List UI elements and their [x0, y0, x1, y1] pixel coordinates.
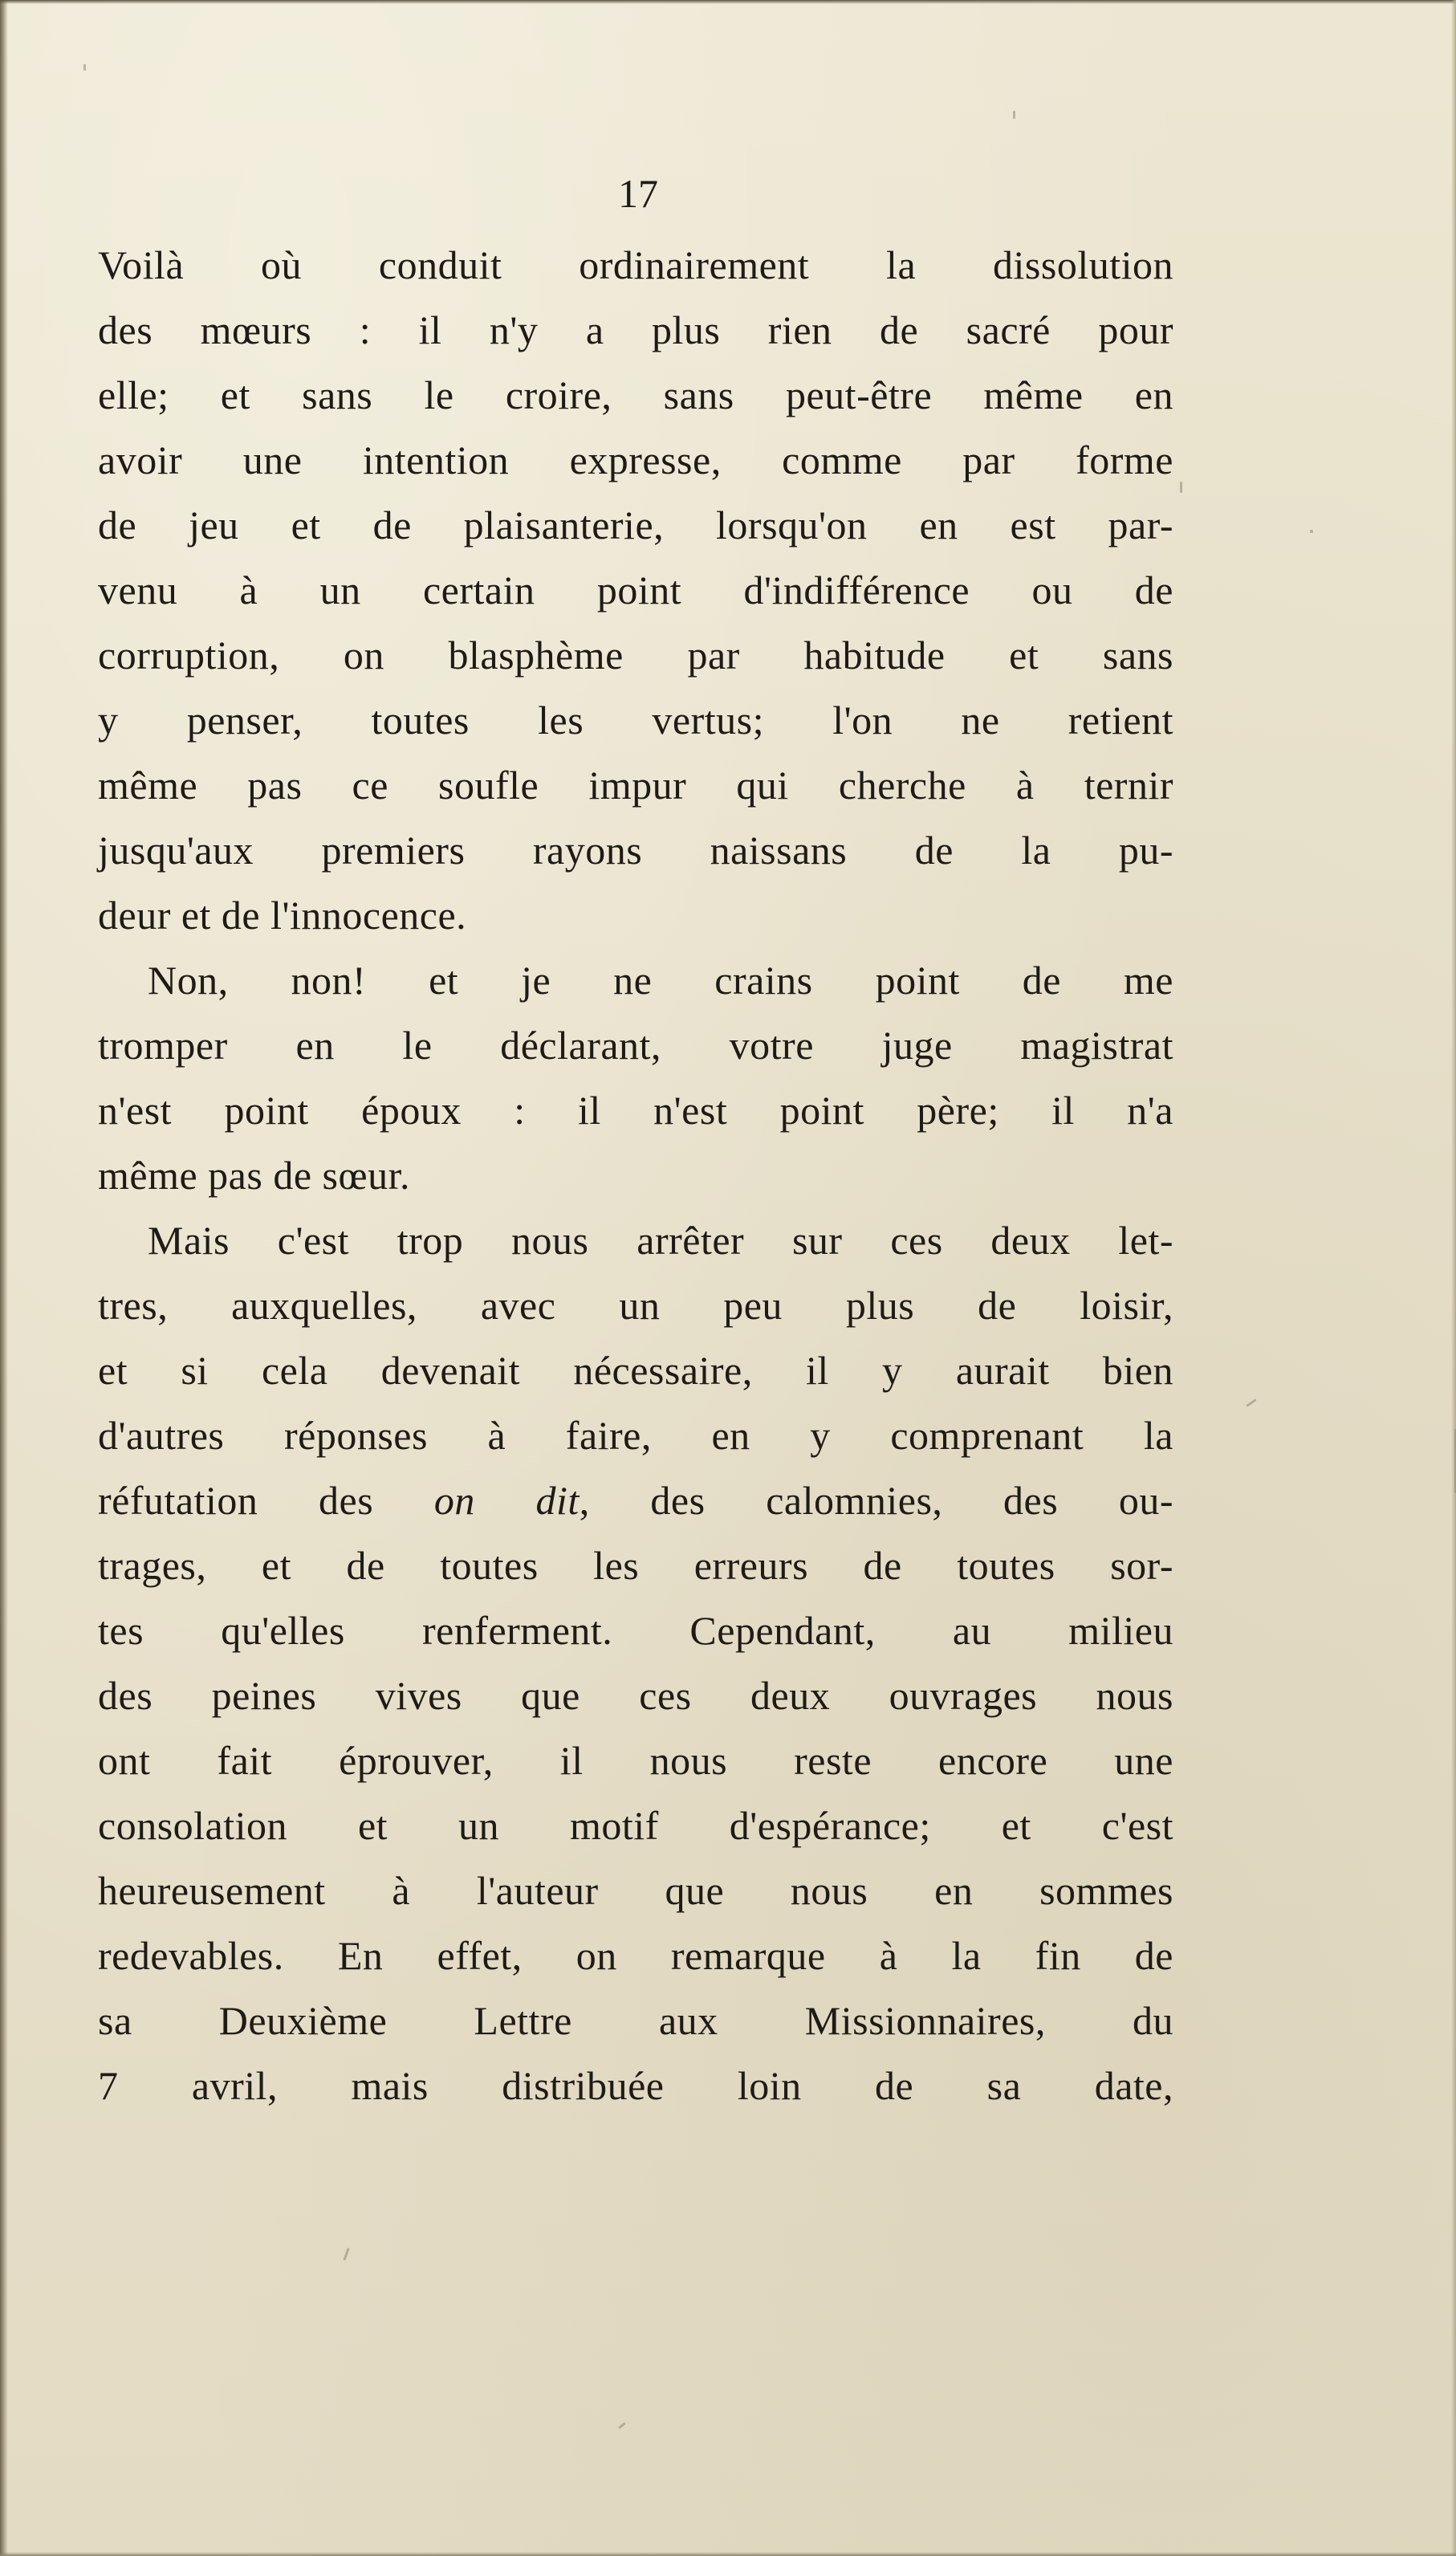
paper-speck	[1246, 1398, 1256, 1406]
text-line: n'est point époux : il n'est point père; il n'a	[98, 1088, 1173, 1133]
paragraph-first-line: Non, non! et je ne crains point de me	[148, 958, 1173, 1003]
text-line: jusqu'aux premiers rayons naissans de la pu-	[98, 828, 1173, 873]
paper-speck	[1013, 111, 1015, 119]
text-line: consolation et un motif d'espérance; et c'est	[98, 1803, 1173, 1848]
italic-phrase: on dit	[433, 1478, 580, 1523]
page-left-edge	[0, 0, 8, 2556]
text-line: même pas de sœur.	[98, 1153, 410, 1198]
text-line	[98, 1468, 1173, 1533]
text-line: elle; et sans le croire, sans peut-être même en	[98, 372, 1173, 417]
text-line: des peines vives que ces deux ouvrages nous	[98, 1673, 1173, 1718]
text-line: même pas ce soufle impur qui cherche à ternir	[98, 763, 1173, 808]
text-line: sa Deuxième Lettre aux Missionnaires, du	[98, 1998, 1173, 2043]
text-line: y penser, toutes les vertus; l'on ne retient	[98, 698, 1173, 743]
text-line: heureusement à l'auteur que nous en sommes	[98, 1868, 1173, 1913]
text-line: redevables. En effet, on remarque à la fin de	[98, 1933, 1173, 1978]
text-line: avoir une intention expresse, comme par forme	[98, 438, 1173, 482]
page-top-edge	[0, 0, 1456, 4]
text-line: tres, auxquelles, avec un peu plus de loisir,	[98, 1283, 1173, 1328]
body-text	[98, 233, 1173, 2118]
paper-speck	[1310, 530, 1313, 533]
paper-speck	[83, 64, 86, 71]
paper-speck	[1180, 482, 1182, 493]
text-line: tes qu'elles renferment. Cependant, au milieu	[98, 1608, 1173, 1653]
paper-speck	[618, 2422, 626, 2429]
text-line: 7 avril, mais distribuée loin de sa date,	[98, 2063, 1173, 2108]
text-line: venu à un certain point d'indifférence ou de	[98, 568, 1173, 613]
text-line: des mœurs : il n'y a plus rien de sacré pour	[98, 307, 1173, 352]
paper-speck	[343, 2248, 349, 2261]
page-bottom-edge	[0, 2552, 1456, 2556]
text-line: corruption, on blasphème par habitude et sans	[98, 633, 1173, 678]
text-line: trages, et de toutes les erreurs de toutes sor-	[98, 1543, 1173, 1588]
text-line: tromper en le déclarant, votre juge magistrat	[98, 1023, 1173, 1068]
text-line: Voilà où conduit ordinairement la dissolution	[98, 242, 1173, 287]
text-fragment: réfutation des	[98, 1478, 374, 1523]
paragraph-first-line: Mais c'est trop nous arrêter sur ces deux let-	[148, 1218, 1173, 1263]
text-line: de jeu et de plaisanterie, lorsqu'on en est par-	[98, 503, 1173, 547]
page-right-edge	[1451, 0, 1456, 2556]
text-line: d'autres réponses à faire, en y comprenant la	[98, 1413, 1173, 1458]
text-line: et si cela devenait nécessaire, il y aurait bien	[98, 1348, 1173, 1393]
text-fragment: , des calomnies, des ou-	[579, 1478, 1173, 1523]
text-line: deur et de l'innocence.	[98, 893, 467, 938]
page-number: 17	[618, 171, 658, 216]
text-line: ont fait éprouver, il nous reste encore une	[98, 1738, 1173, 1783]
